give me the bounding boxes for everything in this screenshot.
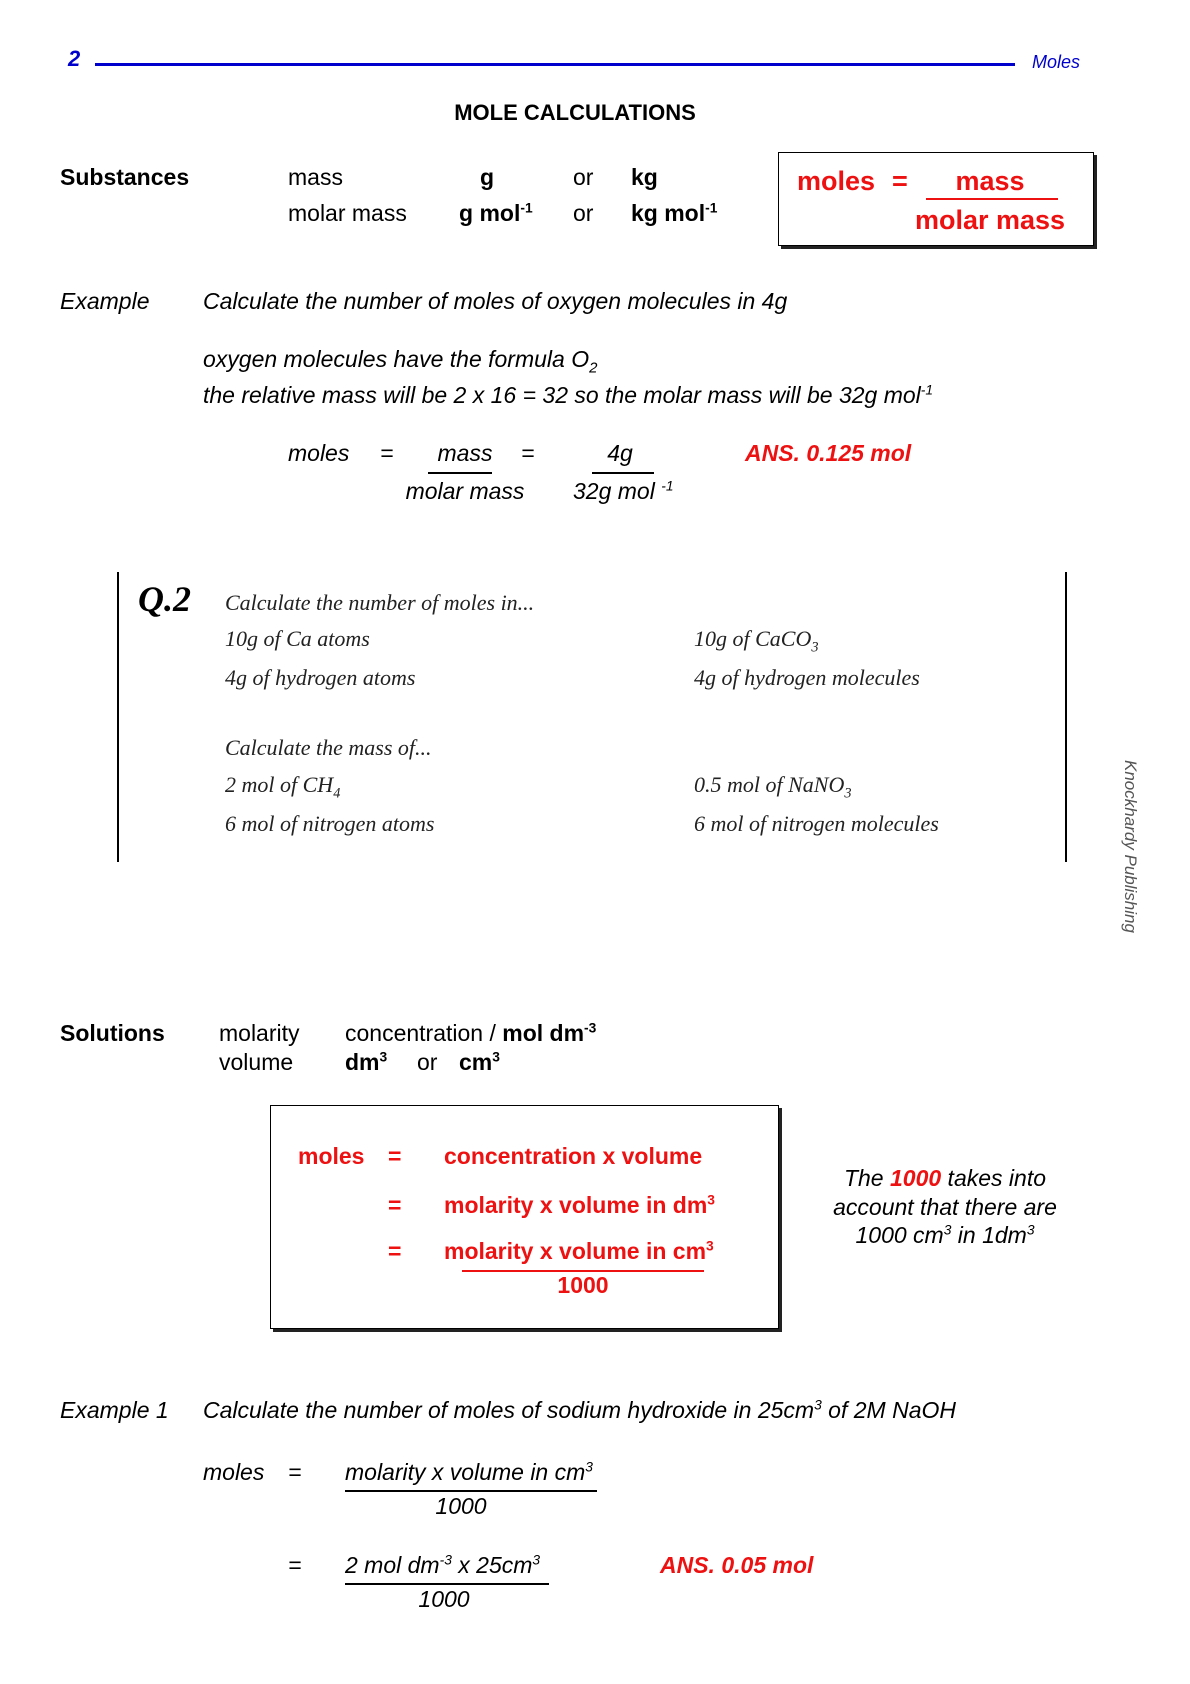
note-line1: The 1000 takes into bbox=[843, 1165, 1047, 1191]
q2-item-nitrogen-molecules: 6 mol of nitrogen molecules bbox=[694, 811, 939, 836]
sol-eq1: = bbox=[388, 1143, 402, 1169]
ex1-fraction-line2 bbox=[345, 1583, 549, 1585]
ex1-num2: 2 mol $dm^{-3}$ x $25cm^3$ bbox=[345, 1552, 541, 1578]
formula-equals: = bbox=[892, 166, 908, 196]
mass-or: or bbox=[573, 164, 594, 190]
example-answer: ANS. 0.125 mol bbox=[745, 440, 912, 466]
example-label: Example bbox=[60, 288, 150, 314]
volume-unit-cm3: $cm^3$ bbox=[459, 1049, 500, 1075]
formula-denominator: molar mass bbox=[914, 205, 1066, 235]
ex1-den2: 1000 bbox=[418, 1586, 470, 1612]
q2-item-ca-atoms: 10g of Ca atoms bbox=[225, 626, 370, 651]
publisher-side-text: Knockhardy Publishing bbox=[1121, 760, 1140, 933]
example1-label: Example 1 bbox=[60, 1397, 169, 1423]
ex1-den1: 1000 bbox=[435, 1493, 487, 1519]
ex1-eq2: = bbox=[288, 1552, 302, 1578]
calc-den2: 32g mol $^{-1}$ bbox=[573, 478, 674, 504]
example-line1: oxygen molecules have the formula $O_2$ bbox=[203, 346, 598, 377]
q2-left-bar bbox=[117, 572, 119, 862]
q2-item-caco3: 10g of CaCO$_3$ bbox=[694, 626, 819, 656]
example1-question: Calculate the number of moles of sodium hydroxide in $25cm^3$ of 2M NaOH bbox=[203, 1397, 956, 1423]
molarity-unit: concentration / mol $dm^{-3}$ bbox=[345, 1020, 597, 1046]
ex1-eq1: = bbox=[288, 1459, 302, 1485]
molar-mass-unit-g: g mol$^{-1}$ bbox=[459, 200, 533, 226]
note-line2: account that there are bbox=[833, 1194, 1057, 1220]
q2-heading1: Calculate the number of moles in... bbox=[225, 590, 535, 615]
sol-molarity-cm3: molarity x volume in $cm^3$ bbox=[444, 1238, 714, 1264]
calc-den1: molar mass bbox=[405, 478, 525, 504]
q2-heading2: Calculate the mass of... bbox=[225, 735, 432, 760]
header-topic: Moles bbox=[1032, 52, 1081, 72]
mass-unit-g: g bbox=[480, 164, 495, 190]
page-number: 2 bbox=[68, 46, 81, 71]
calc-fraction-line2 bbox=[592, 472, 654, 474]
q2-item-hydrogen-molecules: 4g of hydrogen molecules bbox=[694, 665, 920, 690]
substances-heading: Substances bbox=[60, 164, 190, 190]
sol-molarity-dm3: molarity x volume in $dm^3$ bbox=[444, 1192, 715, 1218]
header-rule bbox=[95, 63, 1015, 66]
formula-numerator: mass bbox=[955, 166, 1025, 196]
calc-num1: mass bbox=[437, 440, 493, 466]
calc-eq1: = bbox=[380, 440, 394, 466]
q2-item-ch4: 2 mol of $CH_4$ bbox=[225, 772, 341, 802]
q2-label: Q.2 bbox=[138, 579, 191, 619]
mass-unit-kg: kg bbox=[631, 164, 658, 190]
ex1-fraction-line1 bbox=[345, 1490, 597, 1492]
q2-right-bar bbox=[1065, 572, 1067, 862]
volume-label: volume bbox=[219, 1049, 294, 1075]
calc-num2: 4g bbox=[607, 440, 633, 466]
formula-moles: moles bbox=[797, 166, 876, 196]
q2-item-nano3: 0.5 mol of NaNO$_3$ bbox=[694, 772, 852, 802]
q2-item-nitrogen-atoms: 6 mol of nitrogen atoms bbox=[225, 811, 435, 836]
page-title: MOLE CALCULATIONS bbox=[454, 100, 696, 125]
note-line3: 1000 $cm^3$ in $1dm^3$ bbox=[855, 1222, 1035, 1248]
example-question: Calculate the number of moles of oxygen molecules in 4g bbox=[203, 288, 788, 314]
molar-mass-label: molar mass bbox=[288, 200, 407, 226]
sol-1000: 1000 bbox=[557, 1272, 609, 1298]
example-line2: the relative mass will be 2 x 16 = 32 so the molar mass will be 32g mol$^{-1}$ bbox=[203, 382, 934, 408]
sol-concentration-volume: concentration x volume bbox=[444, 1143, 703, 1169]
example1-answer: ANS. 0.05 mol bbox=[660, 1552, 814, 1578]
formula-fraction-line bbox=[926, 198, 1058, 200]
volume-or: or bbox=[417, 1049, 438, 1075]
sol-moles: moles bbox=[298, 1143, 365, 1169]
calc-eq2: = bbox=[521, 440, 535, 466]
q2-item-hydrogen-atoms: 4g of hydrogen atoms bbox=[225, 665, 416, 690]
mass-label: mass bbox=[288, 164, 343, 190]
ex1-num1: molarity x volume in $cm^3$ bbox=[345, 1459, 593, 1485]
sol-eq3: = bbox=[388, 1238, 402, 1264]
solutions-heading: Solutions bbox=[60, 1020, 165, 1046]
calc-fraction-line1 bbox=[428, 472, 492, 474]
calc-moles: moles bbox=[288, 440, 350, 466]
sol-eq2: = bbox=[388, 1192, 402, 1218]
molar-mass-or: or bbox=[573, 200, 594, 226]
ex1-moles: moles bbox=[203, 1459, 265, 1485]
molarity-label: molarity bbox=[219, 1020, 300, 1046]
molar-mass-unit-kg: kg mol$^{-1}$ bbox=[631, 200, 718, 226]
volume-unit-dm3: $dm^3$ bbox=[345, 1049, 388, 1075]
